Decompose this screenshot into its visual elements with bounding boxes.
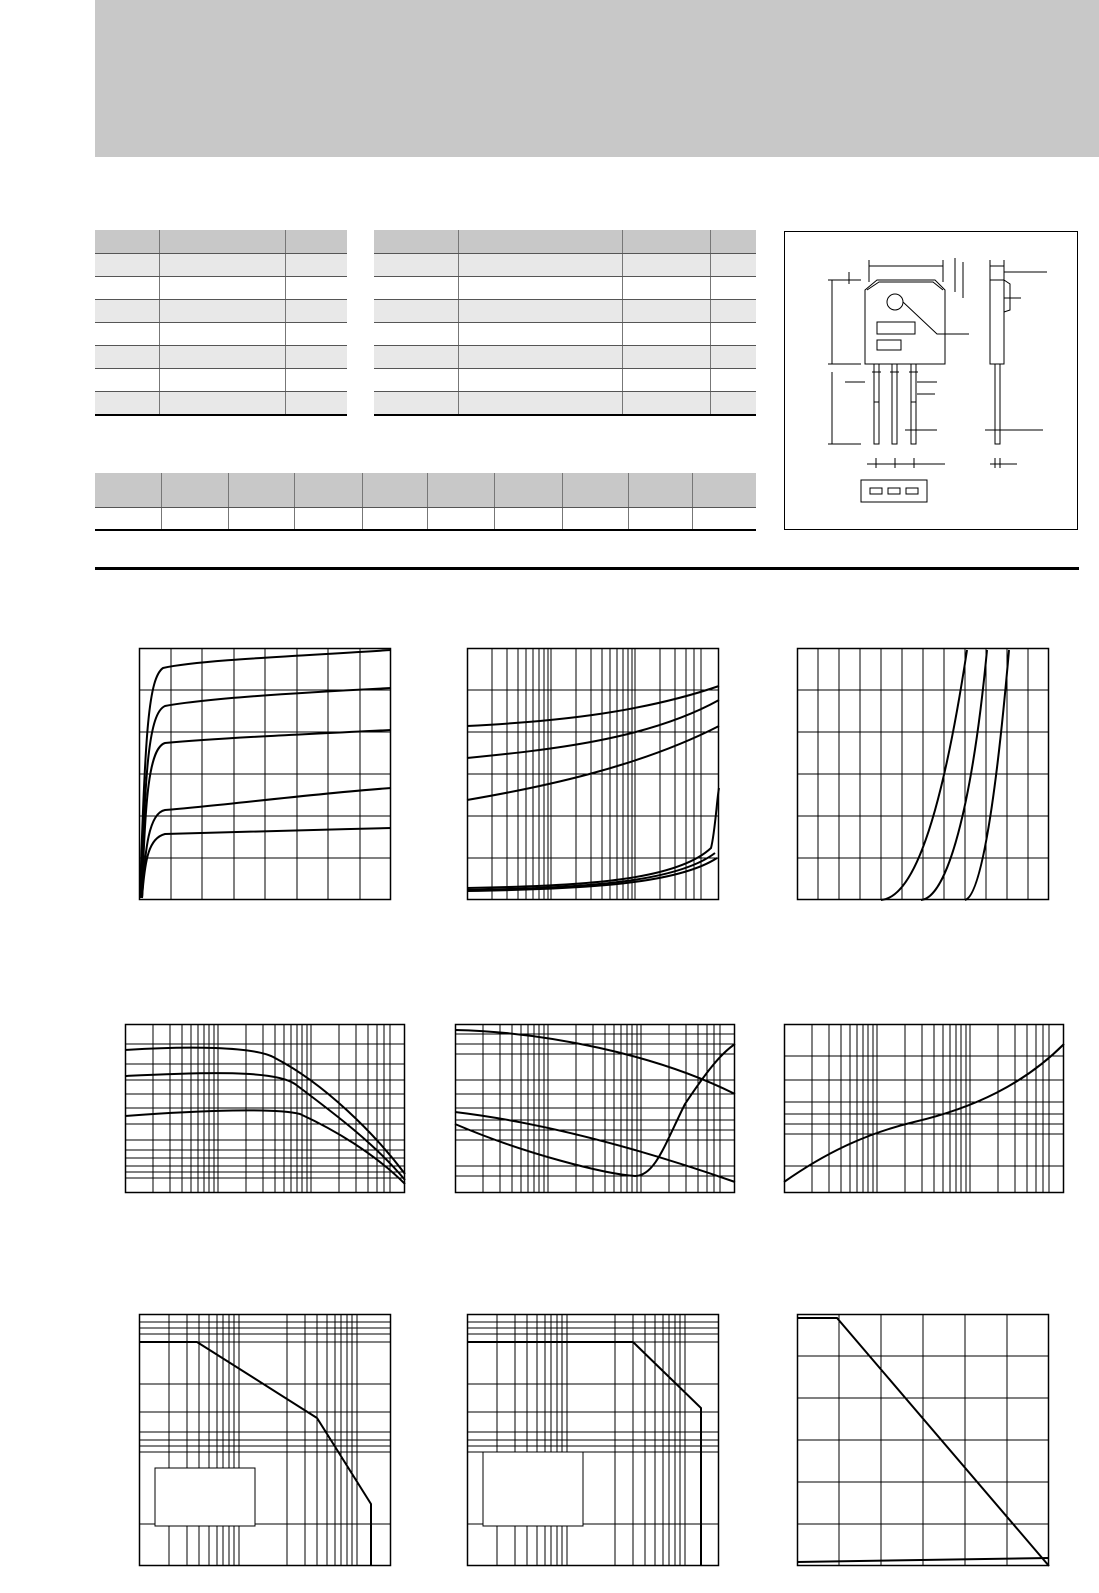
table-row <box>374 392 756 416</box>
table-row <box>95 277 347 300</box>
table-header-row <box>374 230 756 254</box>
chart-vce-sat <box>467 648 719 900</box>
chart-series-line <box>139 1342 371 1566</box>
table-row <box>374 346 756 369</box>
chart-series-line <box>142 828 391 898</box>
chart-safe-operating-area-2 <box>467 1314 719 1566</box>
table-row <box>374 369 756 392</box>
chart-series-line <box>125 1110 405 1184</box>
chart-series-line <box>141 688 391 898</box>
chart-power-derating <box>797 1314 1049 1566</box>
chart-grid <box>139 648 391 900</box>
chart-series-line <box>467 686 719 726</box>
table-row <box>95 300 347 323</box>
chart-hfe-ic <box>125 1024 405 1193</box>
chart-grid <box>784 1024 1064 1193</box>
chart-grid <box>467 1314 719 1566</box>
package-outline-box <box>784 231 1078 530</box>
table-row <box>95 346 347 369</box>
table-row <box>374 300 756 323</box>
table-row <box>374 254 756 277</box>
chart-note-box <box>483 1452 583 1526</box>
chart-ic-vce <box>139 648 391 900</box>
chart-grid <box>797 1314 1049 1566</box>
chart-series-line <box>921 650 987 900</box>
chart-series-line <box>784 1044 1064 1182</box>
chart-ic-vbe <box>797 648 1049 900</box>
chart-series-line <box>455 1112 735 1182</box>
table-row <box>374 277 756 300</box>
chart-series-line <box>455 1030 735 1094</box>
chart-switching-time <box>455 1024 735 1193</box>
ratings-table <box>95 230 347 416</box>
table-row <box>374 323 756 346</box>
chart-series-line <box>467 858 717 891</box>
table-header-row <box>95 473 756 508</box>
table-row <box>95 323 347 346</box>
chart-grid <box>125 1024 405 1193</box>
chart-series-line <box>142 730 391 898</box>
chart-series-line <box>881 650 967 900</box>
table-row <box>95 254 347 277</box>
characteristics-table <box>374 230 756 416</box>
chart-series-line <box>467 700 719 758</box>
chart-series-line <box>142 788 391 898</box>
table-row <box>95 508 756 531</box>
table-row <box>95 369 347 392</box>
header-band <box>95 0 1099 157</box>
chart-note-box <box>155 1468 255 1526</box>
rank-table <box>95 473 756 531</box>
package-outline-drawing <box>785 232 1077 529</box>
chart-series-line <box>455 1044 735 1176</box>
chart-transient-thermal <box>784 1024 1064 1193</box>
chart-grid <box>797 648 1049 900</box>
chart-safe-operating-area-1 <box>139 1314 391 1566</box>
chart-grid <box>139 1314 391 1566</box>
table-row <box>95 392 347 416</box>
table-header-row <box>95 230 347 254</box>
section-divider <box>95 567 1079 570</box>
chart-series-line <box>467 726 719 800</box>
